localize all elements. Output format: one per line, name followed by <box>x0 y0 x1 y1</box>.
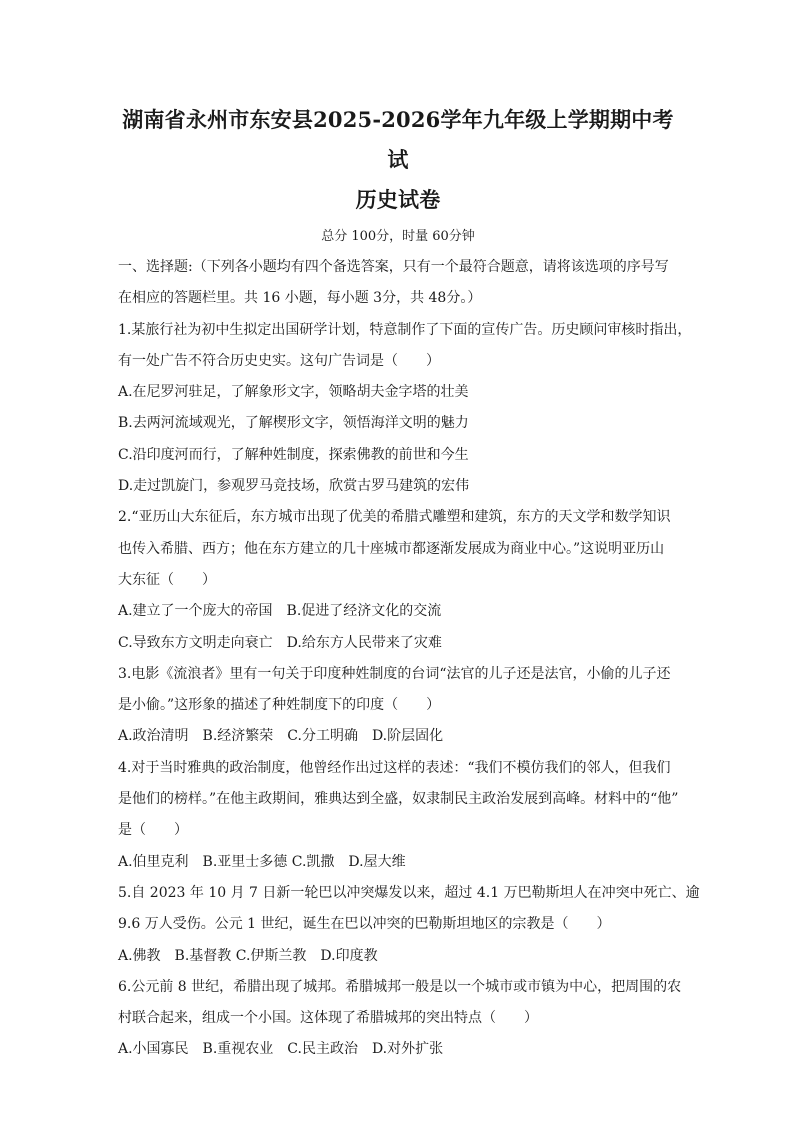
section-instruction-line1: 一、选择题:（下列各小题均有四个备选答案，只有一个最符合题意，请将该选项的序号写 <box>118 259 669 275</box>
question-1-stem-line2: 有一处广告不符合历史史实。这句广告词是（ ） <box>118 352 440 369</box>
exam-title-line1: 湖南省永州市东安县2025-2026学年九年级上学期期中考试 <box>122 107 674 172</box>
question-6-stem-line1: 6.公元前 8 世纪，希腊出现了城邦。希腊城邦一般是以一个城市或市镇为中心，把周围的农 <box>118 978 682 995</box>
question-1-stem-line1: 1.某旅行社为初中生拟定出国研学计划，特意制作了下面的宣传广告。历史顾问审核时指出， <box>118 321 692 338</box>
question-4-stem-line2: 是他们的榜样。”在他主政期间，雅典达到全盛，奴隶制民主政治发展到高峰。材料中的“他” <box>118 791 679 808</box>
question-2-stem-line3: 大东征（ ） <box>118 571 216 588</box>
question-3-stem-line1: 3.电影《流浪者》里有一句关于印度种姓制度的台词“法官的儿子还是法官，小偷的儿子还 <box>118 665 671 682</box>
question-6-stem-line2: 村联合起来，组成一个小国。这体现了希腊城邦的突出特点（ ） <box>118 1010 538 1027</box>
exam-subtitle: 总分 100分，时量 60分钟 <box>321 229 475 244</box>
question-2-stem-line2: 也传入希腊、西方；他在东方建立的几十座城市都逐渐发展成为商业中心。”这说明亚历山 <box>118 540 665 557</box>
exam-title-line2: 历史试卷 <box>355 187 441 212</box>
question-4-stem-line1: 4.对于当时雅典的政治制度，他曾经作出过这样的表述：“我们不模仿我们的邻人，但我们 <box>118 759 671 776</box>
question-5-stem-line2: 9.6 万人受伤。公元 1 世纪，诞生在巴以冲突的巴勒斯坦地区的宗教是（ ） <box>118 916 611 933</box>
section-instruction-line2: 在相应的答题栏里。共 16 小题，每小题 3分，共 48分。） <box>118 290 482 307</box>
question-1-option-c: C.沿印度河而行，了解种姓制度，探索佛教的前世和今生 <box>118 446 469 463</box>
question-5-stem-line1: 5.自 2023 年 10 月 7 日新一轮巴以冲突爆发以来，超过 4.1 万巴勒斯坦人在冲突中死亡、逾 <box>118 884 700 901</box>
question-2-options-cd: C.导致东方文明走向衰亡 D.给东方人民带来了灾难 <box>118 634 442 651</box>
question-3-options: A.政治清明 B.经济繁荣 C.分工明确 D.阶层固化 <box>118 728 444 745</box>
question-1-option-a: A.在尼罗河驻足，了解象形文字，领略胡夫金字塔的壮美 <box>118 384 469 401</box>
question-2-stem-line1: 2.“亚历山大东征后，东方城市出现了优美的希腊式雕塑和建筑，东方的天文学和数学知识 <box>118 509 671 526</box>
question-2-options-ab: A.建立了一个庞大的帝国 B.促进了经济文化的交流 <box>118 603 442 620</box>
exam-page <box>118 100 700 1066</box>
question-4-options: A.伯里克利 B.亚里士多德 C.凯撒 D.屋大维 <box>118 853 406 870</box>
question-5-options: A.佛教 B.基督教 C.伊斯兰教 D.印度教 <box>118 947 378 964</box>
question-1-option-b: B.去两河流域观光，了解楔形文字，领悟海洋文明的魅力 <box>118 415 469 432</box>
question-3-stem-line2: 是小偷。”这形象的描述了种姓制度下的印度（ ） <box>118 697 441 714</box>
question-4-stem-line3: 是（ ） <box>118 822 188 839</box>
question-1-option-d: D.走过凯旋门，参观罗马竞技场，欣赏古罗马建筑的宏伟 <box>118 478 470 495</box>
question-6-options: A.小国寡民 B.重视农业 C.民主政治 D.对外扩张 <box>118 1041 444 1058</box>
